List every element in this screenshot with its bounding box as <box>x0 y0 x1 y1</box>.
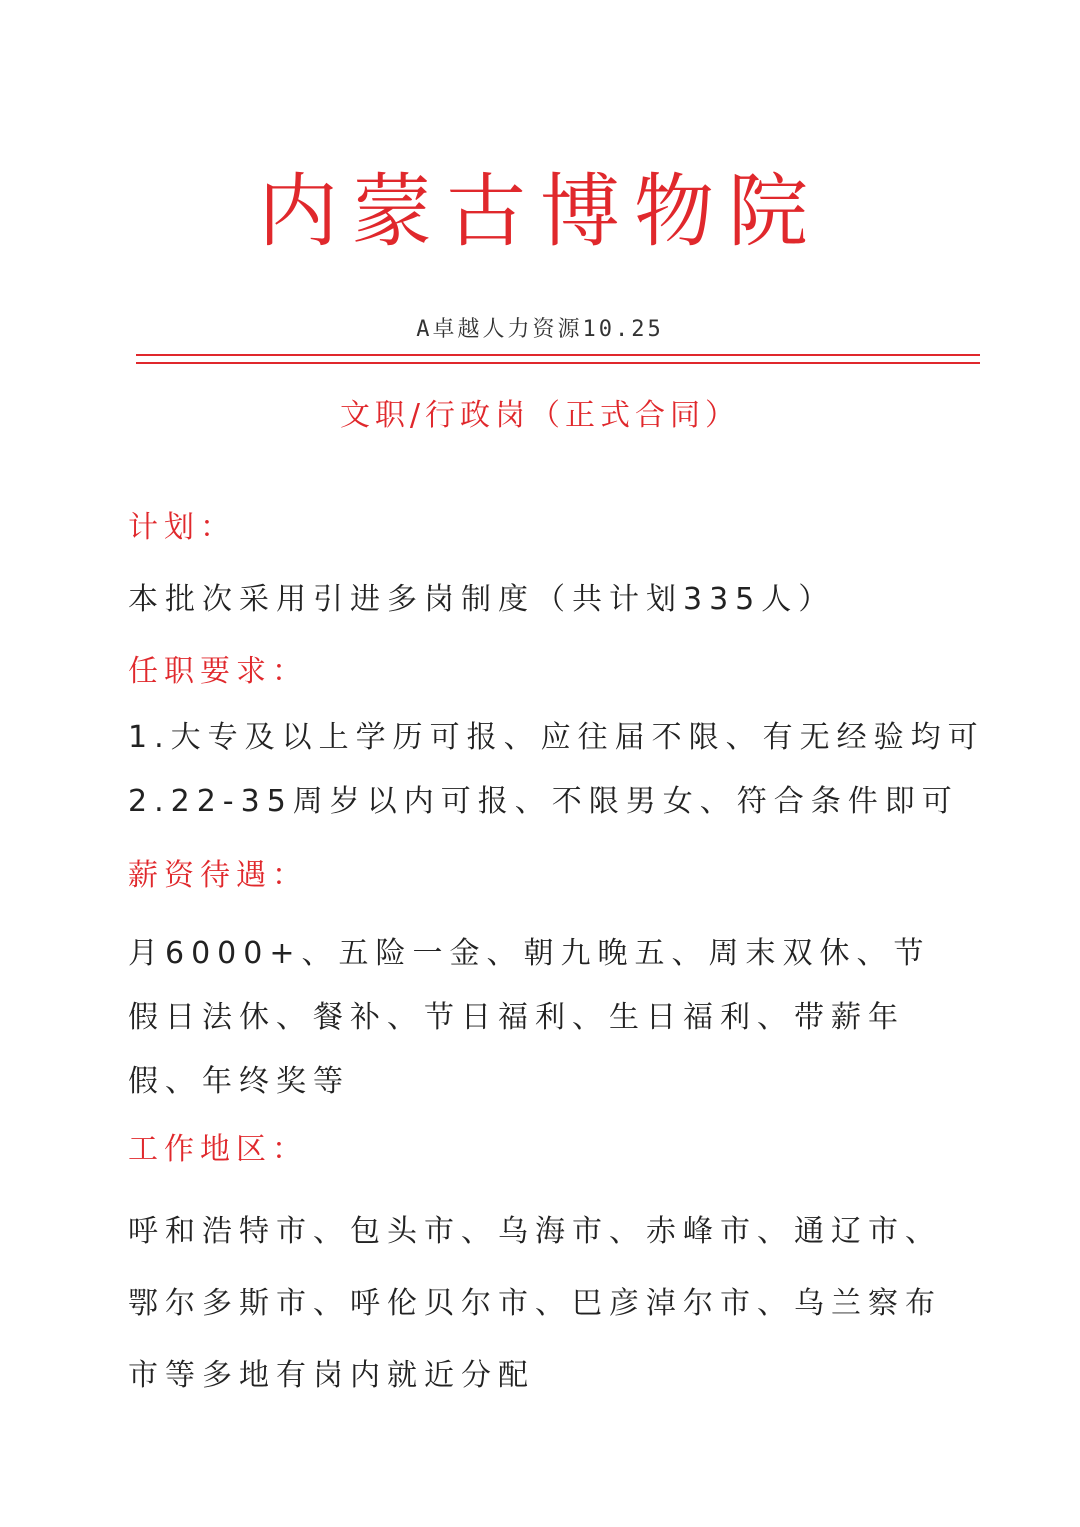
header-divider-bottom <box>136 362 980 364</box>
plan-text: 本批次采用引进多岗制度（共计划335人） <box>128 582 836 617</box>
document-title: 内蒙古博物院 <box>258 165 822 258</box>
header-divider-top <box>136 354 980 356</box>
salary-heading: 薪资待遇： <box>128 858 308 893</box>
plan-heading: 计划： <box>128 510 236 545</box>
document-subtitle: A卓越人力资源10.25 <box>416 317 664 342</box>
requirements-heading: 任职要求： <box>128 654 308 689</box>
salary-text: 月6000+、五险一金、朝九晚五、周末双休、节假日法休、餐补、节日福利、生日福利、带薪年假、年终奖等 <box>128 936 931 1099</box>
requirement-item-1: 1.大专及以上学历可报、应往届不限、有无经验均可 <box>128 720 985 755</box>
position-title: 文职/行政岗（正式合同） <box>339 398 741 433</box>
location-heading: 工作地区： <box>128 1132 308 1167</box>
requirement-item-2: 2.22-35周岁以内可报、不限男女、符合条件即可 <box>128 784 959 819</box>
location-text: 呼和浩特市、包头市、乌海市、赤峰市、通辽市、鄂尔多斯市、呼伦贝尔市、巴彦淖尔市、乌兰察布市等多地有岗内就近分配 <box>128 1214 942 1393</box>
